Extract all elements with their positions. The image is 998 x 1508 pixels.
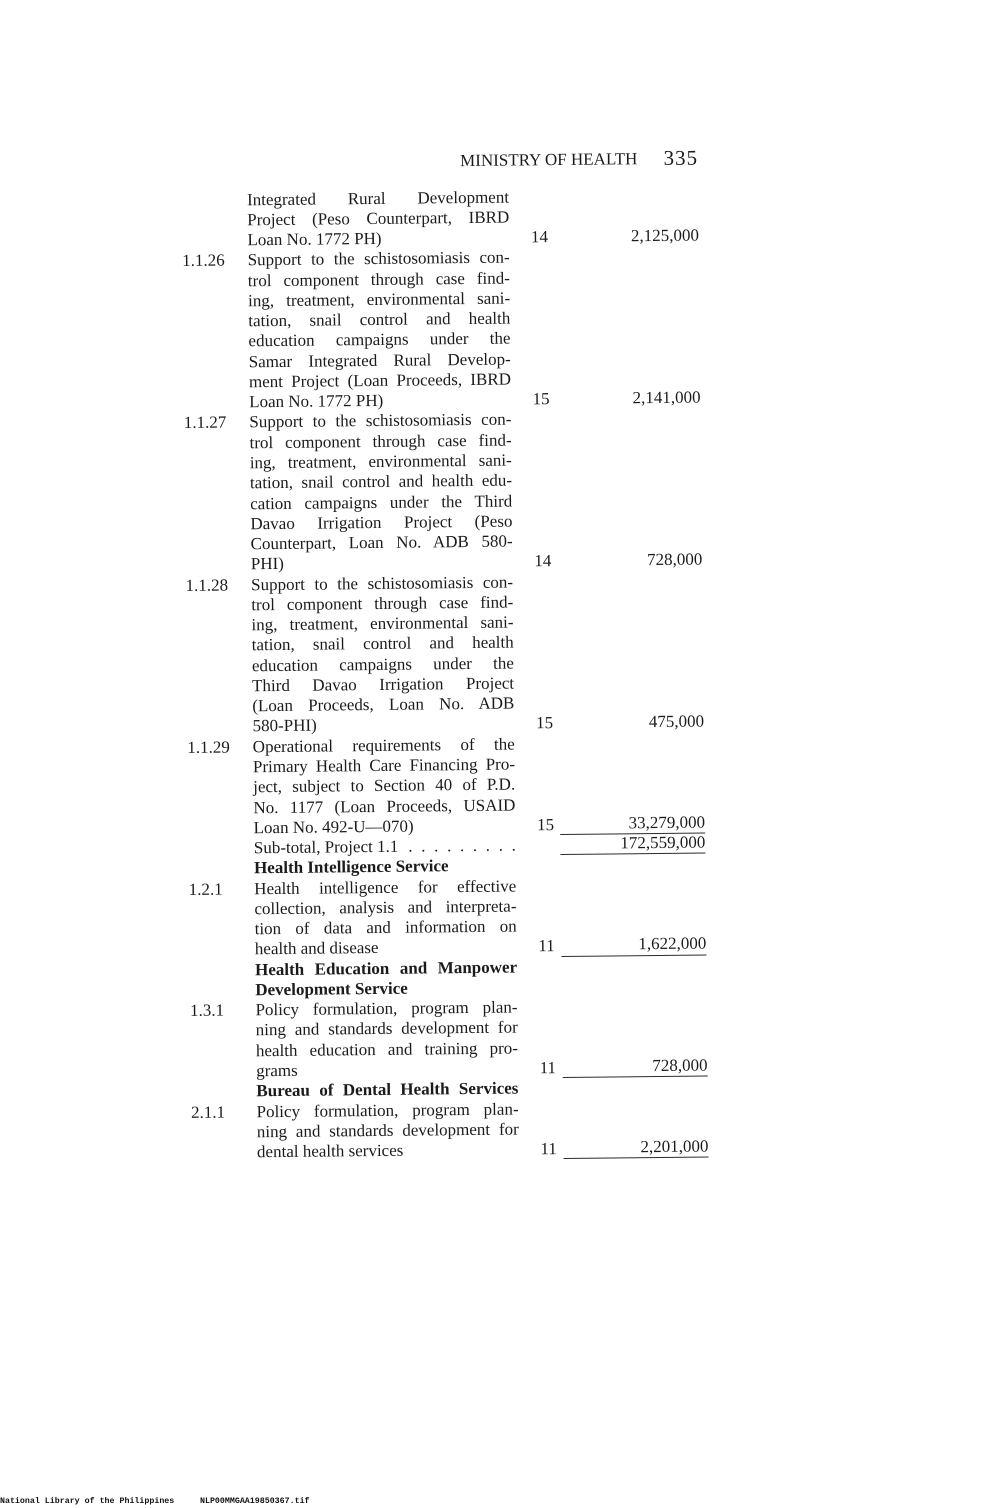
description-line: Policy formulation, program plan- bbox=[256, 1099, 519, 1121]
description-line: Project (Peso Counterpart, IBRD bbox=[247, 207, 510, 230]
description-line: ing, treatment, environmental sani- bbox=[247, 288, 511, 311]
amount: 2,125,000 bbox=[630, 225, 700, 246]
scan-file-name: NLP00MMGAA19850367.tif bbox=[200, 1497, 310, 1506]
fund-code: 15 bbox=[532, 389, 550, 409]
section-heading bbox=[188, 955, 708, 1001]
description-line: No. 1177 (Loan Proceeds, USAID bbox=[253, 795, 516, 817]
item-number: 1.1.29 bbox=[187, 737, 230, 757]
item-description bbox=[247, 187, 510, 251]
item-number: 1.2.1 bbox=[188, 879, 223, 899]
description-line: Loan No. 1772 PH) bbox=[249, 391, 384, 412]
subtotal-label-cell bbox=[254, 836, 516, 859]
description-line: education campaigns under the bbox=[251, 653, 514, 675]
item-description bbox=[256, 1099, 519, 1163]
description-line: ment Project (Loan Proceeds, IBRD bbox=[248, 369, 512, 392]
description-line: health education and training pro- bbox=[255, 1038, 519, 1060]
amount: 33,279,000 bbox=[560, 813, 705, 835]
section-heading-text bbox=[256, 1079, 518, 1102]
description-line: Counterpart, Loan No. ADB 580- bbox=[250, 531, 513, 554]
item-description bbox=[251, 572, 515, 737]
description-line: Integrated Rural Development bbox=[246, 187, 510, 209]
item-description bbox=[255, 998, 518, 1082]
amount: 475,000 bbox=[648, 711, 705, 732]
fund-code: 15 bbox=[535, 713, 554, 733]
heading-line: Bureau of Dental Health Services bbox=[256, 1078, 519, 1101]
amount: 2,201,000 bbox=[563, 1138, 708, 1160]
amount: 2,141,000 bbox=[632, 387, 701, 408]
description-line: Loan No. 1772 PH) bbox=[247, 228, 382, 250]
description-line: tation, snail control and health bbox=[251, 632, 514, 655]
dot-leader: . . . . . . . . . bbox=[408, 835, 516, 856]
section-heading-text bbox=[254, 856, 516, 879]
fund-code-blank bbox=[537, 835, 560, 856]
description-line: trol component through case find- bbox=[247, 268, 510, 290]
description-line: Support to the schistosomiasis con- bbox=[249, 410, 512, 432]
subtotal-label: Sub-total, Project 1.1 bbox=[253, 836, 399, 858]
description-line: Support to the schistosomiasis con- bbox=[250, 572, 514, 594]
page-title: MINISTRY OF HEALTH bbox=[460, 149, 638, 171]
description-line: ject, subject to Section 40 of P.D. bbox=[253, 774, 516, 797]
item-number: 1.1.27 bbox=[183, 412, 227, 433]
fund-code: 11 bbox=[538, 936, 555, 956]
item-number-blank bbox=[187, 838, 254, 859]
list-item bbox=[180, 185, 701, 251]
running-head bbox=[180, 145, 699, 175]
list-item bbox=[189, 996, 710, 1083]
subtotal-amount: 172,559,000 bbox=[560, 834, 705, 856]
list-item bbox=[181, 246, 703, 414]
heading-line: Development Service bbox=[255, 978, 408, 1000]
list-item bbox=[190, 1097, 711, 1163]
item-number-blank bbox=[187, 859, 254, 880]
description-line: 580-PHI) bbox=[252, 716, 317, 736]
list-item bbox=[183, 408, 705, 576]
description-line: (Loan Proceeds, Loan No. ADB bbox=[252, 693, 515, 716]
description-line: Policy formulation, program plan- bbox=[255, 997, 518, 1020]
list-item bbox=[188, 874, 709, 961]
amount: 728,000 bbox=[646, 549, 703, 570]
item-number: 1.3.1 bbox=[189, 1000, 225, 1021]
amount: 1,622,000 bbox=[561, 935, 706, 957]
fund-code: 11 bbox=[540, 1139, 557, 1159]
page-body bbox=[180, 145, 711, 1170]
description-line: trol component through case find- bbox=[251, 592, 514, 615]
description-line: Samar Integrated Rural Develop- bbox=[248, 349, 511, 371]
description-line: PHI) bbox=[250, 554, 285, 574]
fund-code: 14 bbox=[534, 551, 552, 571]
description-line: tation, snail control and health edu- bbox=[249, 470, 513, 493]
description-line: ning and standards development for bbox=[256, 1119, 519, 1142]
description-line: ing, treatment, environmental sani- bbox=[249, 450, 512, 473]
description-line: tion of data and information on bbox=[254, 916, 517, 939]
list-item bbox=[184, 570, 706, 738]
page-number: 335 bbox=[663, 145, 699, 170]
scan-source-label: National Library of the Philippines bbox=[0, 1497, 175, 1506]
subtotal-line bbox=[254, 836, 516, 859]
heading-line: Health Intelligence Service bbox=[253, 856, 449, 878]
section-heading-text bbox=[255, 957, 517, 1000]
description-line: grams bbox=[256, 1060, 298, 1081]
fund-code: 11 bbox=[539, 1058, 557, 1078]
description-line: cation campaigns under the Third bbox=[250, 491, 513, 513]
fund-code: 15 bbox=[536, 814, 555, 835]
item-number-blank bbox=[190, 1081, 257, 1102]
list-item bbox=[186, 732, 707, 839]
item-number-blank bbox=[188, 960, 255, 981]
item-number: 2.1.1 bbox=[190, 1102, 226, 1122]
description-line: health and disease bbox=[254, 938, 379, 959]
description-line: Loan No. 492-U—070) bbox=[253, 816, 414, 838]
description-line: ing, treatment, environmental sani- bbox=[251, 612, 514, 635]
appropriation-list bbox=[180, 185, 710, 1163]
item-description bbox=[248, 248, 512, 413]
description-line: tation, snail control and health bbox=[248, 308, 511, 331]
amount: 728,000 bbox=[563, 1056, 708, 1078]
description-line: Davao Irrigation Project (Peso bbox=[250, 511, 513, 534]
item-description bbox=[253, 734, 516, 838]
description-line: Third Davao Irrigation Project bbox=[252, 673, 515, 696]
heading-line: Health Education and Manpower bbox=[254, 957, 518, 979]
description-line: dental health services bbox=[256, 1140, 404, 1162]
description-line: trol component through case find- bbox=[249, 430, 512, 453]
item-number: 1.1.26 bbox=[182, 250, 225, 271]
item-number-blank bbox=[180, 190, 247, 211]
description-line: education campaigns under the bbox=[248, 328, 511, 351]
description-line: Health intelligence for effective bbox=[254, 876, 517, 898]
description-line: Operational requirements of the bbox=[252, 734, 515, 756]
description-line: collection, analysis and interpreta- bbox=[254, 896, 517, 919]
item-description bbox=[249, 410, 513, 575]
fund-code: 14 bbox=[530, 227, 549, 247]
description-line: Primary Health Care Financing Pro- bbox=[252, 754, 516, 777]
item-number: 1.1.28 bbox=[185, 575, 229, 595]
item-description bbox=[254, 876, 517, 960]
description-line: ning and standards development for bbox=[255, 1017, 518, 1040]
description-line: Support to the schistosomiasis con- bbox=[247, 247, 510, 270]
